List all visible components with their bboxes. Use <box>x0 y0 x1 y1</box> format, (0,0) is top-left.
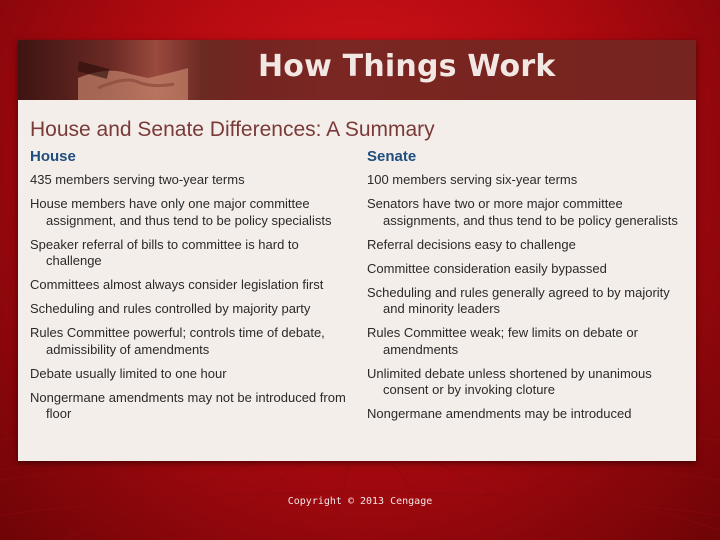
handshake-photo <box>18 40 248 100</box>
senate-row: 100 members serving six-year terms <box>367 172 578 187</box>
house-row: 435 members serving two-year terms <box>30 172 245 187</box>
house-row: Debate usually limited to one hour <box>30 365 227 381</box>
house-row: Nongermane amendments may not be introduced from floor <box>30 389 346 421</box>
house-row: Committees almost always consider legislation first <box>30 277 324 292</box>
house-row: Scheduling and rules controlled by majority party <box>30 301 311 316</box>
house-row: House members have only one major committee assignment, and thus tend to be policy specialists <box>30 196 332 228</box>
header-banner <box>18 40 696 100</box>
senate-row: Senators have two or more major committee assignments, and thus tend to be policy generalists <box>367 196 678 228</box>
senate-column <box>367 148 687 430</box>
senate-row: Scheduling and rules generally agreed to by majority and minority leaders <box>367 284 670 316</box>
senate-heading: Senate <box>367 148 417 165</box>
house-column <box>30 148 350 430</box>
senate-row: Nongermane amendments may be introduced <box>367 406 632 421</box>
banner-title: How Things Work <box>258 49 556 84</box>
house-row: Rules Committee powerful; controls time of debate, admissibility of amendments <box>30 325 325 357</box>
summary-title: House and Senate Differences: A Summary <box>30 118 435 141</box>
senate-row: Committee consideration easily bypassed <box>367 260 607 276</box>
senate-row: Rules Committee weak; few limits on debate or amendments <box>367 325 638 357</box>
summary-slide-panel <box>18 40 696 461</box>
senate-row: Referral decisions easy to challenge <box>367 236 576 252</box>
house-heading: House <box>30 148 76 165</box>
house-row: Speaker referral of bills to committee is hard to challenge <box>30 236 299 268</box>
handshake-icon <box>78 48 188 100</box>
senate-row: Unlimited debate unless shortened by unanimous consent or by invoking cloture <box>367 365 652 397</box>
copyright-text: Copyright © 2013 Cengage <box>287 496 433 507</box>
